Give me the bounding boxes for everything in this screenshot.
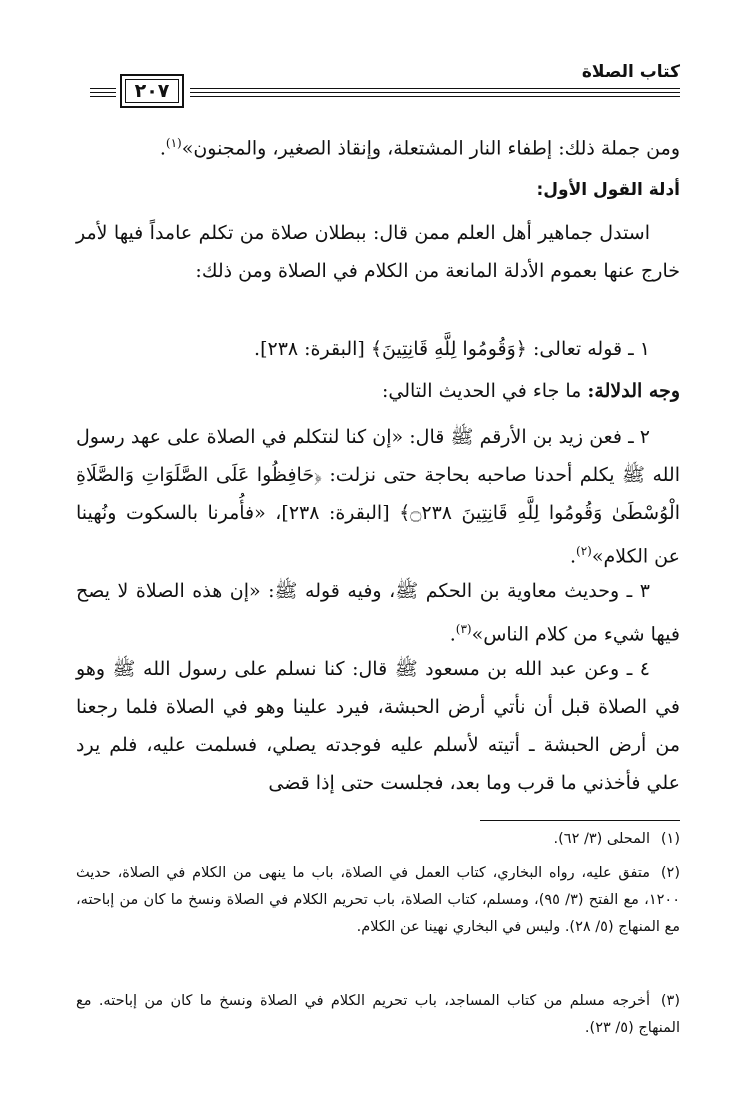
footnote-1-number: (١): [660, 831, 680, 847]
footnote-2: [76, 860, 680, 941]
footnote-ref-2: (٢): [576, 544, 592, 558]
running-title: كتاب الصلاة: [581, 62, 680, 82]
footnote-2-text: متفق عليه، رواه البخاري، كتاب العمل في الصلاة، باب ما ينهى من الكلام في الصلاة، حديث ١٢٠٠، مع الفتح (٣/ ٩٥)، ومسلم، كتاب الصلاة، باب تحريم الكلام في الصلاة ونسخ ما كان من إباحته، مع المنهاج (٥/ ٢٨). وليس في البخاري نهينا عن الكلام.: [76, 865, 680, 935]
section-heading: أدلة القول الأول:: [536, 180, 680, 200]
paragraph-4: [76, 372, 680, 410]
header-rule-left: [90, 88, 116, 89]
header-rule-right-3: [190, 96, 680, 97]
footnote-ref-3: (٣): [455, 622, 472, 636]
paragraph-4-label: وجه الدلالة:: [587, 380, 680, 402]
paragraph-6: ٣ ـ وحديث معاوية بن الحكم ﷺ، وفيه قوله ﷺ: «إن هذه الصلاة لا يصح فيها شيء من كلام الناس»$^{(٣)}$.: [76, 580, 680, 646]
footnote-ref-1: (١): [165, 136, 182, 150]
footnote-3-text: أخرجه مسلم من كتاب المساجد، باب تحريم الكلام في الصلاة ونسخ ما كان من إباحته. مع المنهاج (٥/ ٢٣).: [76, 993, 680, 1036]
paragraph-6-text: ٣ ـ وحديث معاوية بن الحكم ﷺ، وفيه قوله ﷺ: «إن هذه الصلاة لا يصح فيها شيء من كلام الناس»: [76, 580, 680, 646]
footnote-2-number: (٢): [660, 865, 680, 881]
paragraph-5: ٢ ـ فعن زيد بن الأرقم ﷺ قال: «إن كنا لنتكلم في الصلاة على عهد رسول الله ﷺ يكلم أحدنا صاحبه بحاجة حتى نزلت: ﴿حَافِظُوا عَلَى الصَّلَوَاتِ وَالصَّلَاةِ الْوُسْطَىٰ وَقُومُوا لِلَّهِ قَانِتِينَ ۝٢٣٨﴾ [البقرة: ٢٣٨]، «فأُمرنا بالسكوت ونُهينا عن الكلام»$^{(٢)}$.: [76, 426, 680, 568]
footnote-separator: [480, 820, 680, 821]
paragraph-2: استدل جماهير أهل العلم ممن قال: ببطلان صلاة من تكلم عامداً فيها لأمر خارج عنها بعموم الأدلة المانعة من الكلام في الصلاة ومن ذلك:: [76, 222, 680, 282]
paragraph-1-text: ومن جملة ذلك: إطفاء النار المشتعلة، وإنقاذ الصغير، والمجنون»: [181, 137, 680, 160]
paragraph-7: ٤ ـ وعن عبد الله بن مسعود ﷺ قال: كنا نسلم على رسول الله ﷺ وهو في الصلاة قبل أن نأتي أرض الحبشة، فيرد علينا وهو في الصلاة فلما رجعنا من أرض الحبشة ـ أتيته لأسلم عليه فوجدته يصلي، فسلمت عليه، فلم يرد علي فأخذني ما قرب وما بعد، فجلست حتى إذا قضى: [76, 658, 680, 794]
paragraph-4-text: ما جاء في الحديث التالي:: [381, 380, 582, 402]
header-rule-right-2: [190, 92, 680, 93]
footnote-1: [76, 826, 680, 853]
header-rule-left-2: [90, 92, 116, 93]
footnote-3-number: (٣): [660, 993, 680, 1009]
header-rule-right: [190, 88, 680, 89]
page-number: ٢٠٧: [134, 80, 170, 102]
page-number-box: [120, 74, 184, 108]
paragraph-1: ومن جملة ذلك: إطفاء النار المشتعلة، وإنقاذ الصغير، والمجنون»$^{(١)}$.: [159, 136, 680, 160]
footnote-3: [76, 988, 680, 1042]
paragraph-3: ١ ـ قوله تعالى: ﴿وَقُومُوا لِلَّهِ قَانِتِينَ﴾ [البقرة: ٢٣٨].: [254, 338, 650, 360]
footnote-1-text: المحلى (٣/ ٦٢).: [553, 831, 650, 847]
header-rule-left-3: [90, 96, 116, 97]
paragraph-5-text: ٢ ـ فعن زيد بن الأرقم ﷺ قال: «إن كنا لنتكلم في الصلاة على عهد رسول الله ﷺ يكلم أحدنا صاحبه بحاجة حتى نزلت: ﴿حَافِظُوا عَلَى الصَّلَوَاتِ وَالصَّلَاةِ الْوُسْطَىٰ وَقُومُوا لِلَّهِ قَانِتِينَ ۝٢٣٨﴾ [البقرة: ٢٣٨]، «فأُمرنا بالسكوت ونُهينا عن الكلام»: [76, 426, 680, 568]
